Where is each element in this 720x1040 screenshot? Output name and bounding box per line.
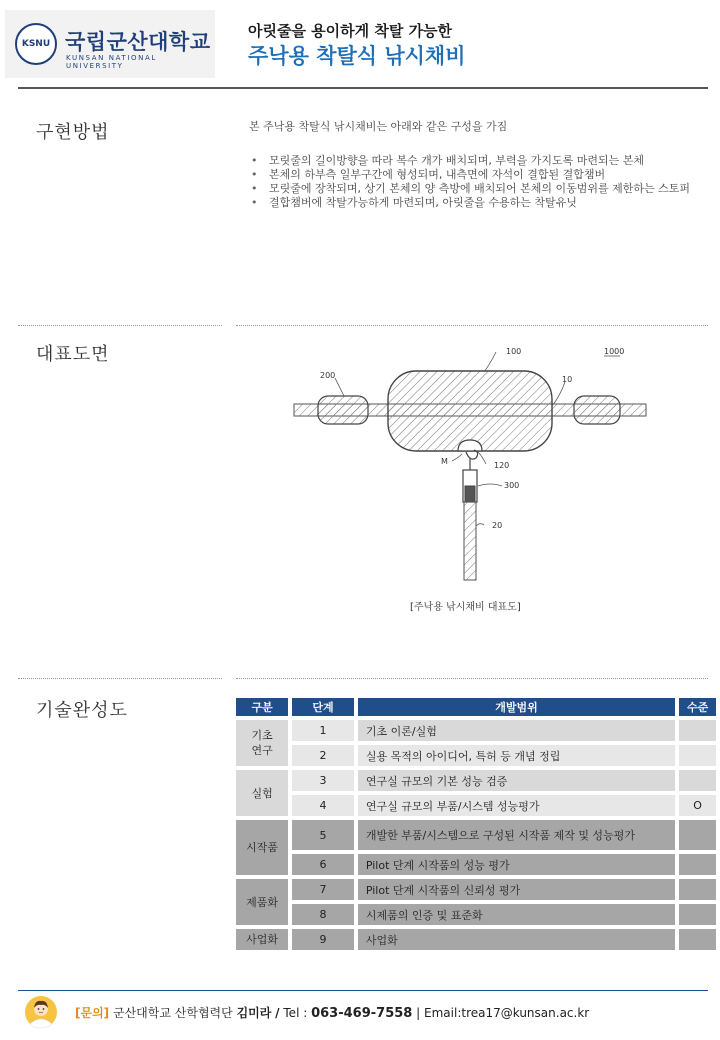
status-cell bbox=[679, 770, 716, 791]
university-seal-icon: KSNU bbox=[15, 23, 57, 65]
table-row bbox=[236, 904, 716, 925]
scope-cell: Pilot 단계 시작품의 성능 평가 bbox=[358, 854, 675, 875]
logo-english-name: KUNSAN NATIONAL UNIVERSITY bbox=[66, 54, 157, 70]
scope-cell: Pilot 단계 시작품의 신뢰성 평가 bbox=[358, 879, 675, 900]
section-divider bbox=[236, 325, 708, 326]
section-divider bbox=[18, 678, 222, 679]
implementation-list bbox=[249, 154, 699, 210]
label-20: 20 bbox=[492, 521, 503, 530]
level-cell: 6 bbox=[292, 854, 354, 875]
table-row bbox=[236, 854, 716, 875]
list-item: • 결합챔버에 착탈가능하게 마련되며, 아릿줄을 수용하는 착탈유닛 bbox=[249, 196, 699, 210]
technology-readiness-table bbox=[232, 694, 720, 954]
right-stopper bbox=[574, 396, 620, 424]
header-scope: 개발범위 bbox=[358, 698, 675, 716]
scope-cell: 연구실 규모의 기본 성능 검증 bbox=[358, 770, 675, 791]
level-cell: 9 bbox=[292, 929, 354, 950]
level-cell: 8 bbox=[292, 904, 354, 925]
label-1000: 1000 bbox=[604, 347, 625, 356]
status-cell bbox=[679, 929, 716, 950]
label-200: 200 bbox=[320, 371, 336, 380]
contact-label: [문의] bbox=[75, 1006, 110, 1020]
left-stopper bbox=[318, 396, 368, 424]
list-item: • 모릿줄에 장착되며, 상기 본체의 양 측방에 배치되어 본체의 이동범위를 제한하는 스토퍼 bbox=[249, 182, 699, 196]
section-label-drawing: 대표도면 bbox=[36, 344, 110, 365]
table-row bbox=[236, 820, 716, 850]
section-label-readiness: 기술완성도 bbox=[36, 700, 128, 721]
label-m: M bbox=[441, 457, 448, 466]
logo-korean-name: 국립군산대학교 bbox=[65, 30, 211, 54]
header-status: 수준 bbox=[679, 698, 716, 716]
status-cell bbox=[679, 820, 716, 850]
status-cell bbox=[679, 904, 716, 925]
scope-cell: 시제품의 인증 및 표준화 bbox=[358, 904, 675, 925]
representative-drawing bbox=[290, 340, 660, 595]
footer-divider bbox=[18, 990, 708, 991]
table-row bbox=[236, 929, 716, 950]
category-cell: 시작품 bbox=[236, 820, 288, 875]
implementation-intro: 본 주낙용 착탈식 낚시채비는 아래와 같은 구성을 가짐 bbox=[249, 120, 508, 133]
scope-cell: 사업화 bbox=[358, 929, 675, 950]
label-120: 120 bbox=[494, 461, 510, 470]
level-cell: 3 bbox=[292, 770, 354, 791]
status-cell: O bbox=[679, 795, 716, 816]
status-cell bbox=[679, 854, 716, 875]
level-cell: 4 bbox=[292, 795, 354, 816]
header-level: 단계 bbox=[292, 698, 354, 716]
label-10: 10 bbox=[562, 375, 573, 384]
list-item: • 모릿줄의 길이방향을 따라 복수 개가 배치되며, 부력을 가지도록 마련되는 본체 bbox=[249, 154, 699, 168]
figure-caption: [주낙용 낚시채비 대표도] bbox=[410, 602, 521, 613]
page-title: 주낙용 착탈식 낚시채비 bbox=[248, 44, 466, 68]
section-divider bbox=[236, 678, 708, 679]
contact-org: 군산대학교 산학협력단 bbox=[112, 1006, 233, 1020]
table-row bbox=[236, 795, 716, 816]
category-cell: 사업화 bbox=[236, 929, 288, 950]
scope-cell: 연구실 규모의 부품/시스템 성능평가 bbox=[358, 795, 675, 816]
university-logo bbox=[5, 10, 215, 78]
scope-cell: 실용 목적의 아이디어, 특허 등 개념 정립 bbox=[358, 745, 675, 766]
table-row bbox=[236, 720, 716, 741]
contact-info bbox=[75, 1004, 589, 1021]
scope-cell: 개발한 부품/시스템으로 구성된 시작품 제작 및 성능평가 bbox=[358, 820, 675, 850]
float-body bbox=[388, 371, 552, 451]
section-divider bbox=[18, 325, 222, 326]
table-row bbox=[236, 770, 716, 791]
contact-name: 김미라 bbox=[236, 1006, 272, 1020]
contact-separator: / bbox=[275, 1006, 280, 1020]
contact-phone: 063-469-7558 bbox=[311, 1006, 413, 1021]
coupling-chamber bbox=[458, 440, 482, 451]
level-cell: 5 bbox=[292, 820, 354, 850]
table-row bbox=[236, 879, 716, 900]
list-item: • 본체의 하부측 일부구간에 형성되며, 내측면에 자석이 결합된 결합챔버 bbox=[249, 168, 699, 182]
header-divider bbox=[18, 87, 708, 89]
page-subtitle: 아릿줄을 용이하게 착탈 가능한 bbox=[248, 22, 453, 40]
level-cell: 2 bbox=[292, 745, 354, 766]
scope-cell: 기초 이론/실험 bbox=[358, 720, 675, 741]
section-label-implementation: 구현방법 bbox=[36, 122, 110, 143]
contact-tel-label: Tel : bbox=[283, 1006, 308, 1020]
header-category: 구분 bbox=[236, 698, 288, 716]
status-cell bbox=[679, 720, 716, 741]
branch-line bbox=[464, 502, 476, 580]
status-cell bbox=[679, 745, 716, 766]
category-cell: 실험 bbox=[236, 770, 288, 816]
label-100: 100 bbox=[506, 347, 522, 356]
status-cell bbox=[679, 879, 716, 900]
label-300: 300 bbox=[504, 481, 520, 490]
level-cell: 7 bbox=[292, 879, 354, 900]
person-avatar-icon bbox=[24, 995, 58, 1029]
category-cell: 제품화 bbox=[236, 879, 288, 925]
contact-email[interactable]: | Email:trea17@kunsan.ac.kr bbox=[416, 1006, 590, 1020]
category-cell: 기초 연구 bbox=[236, 720, 288, 766]
table-row bbox=[236, 745, 716, 766]
level-cell: 1 bbox=[292, 720, 354, 741]
